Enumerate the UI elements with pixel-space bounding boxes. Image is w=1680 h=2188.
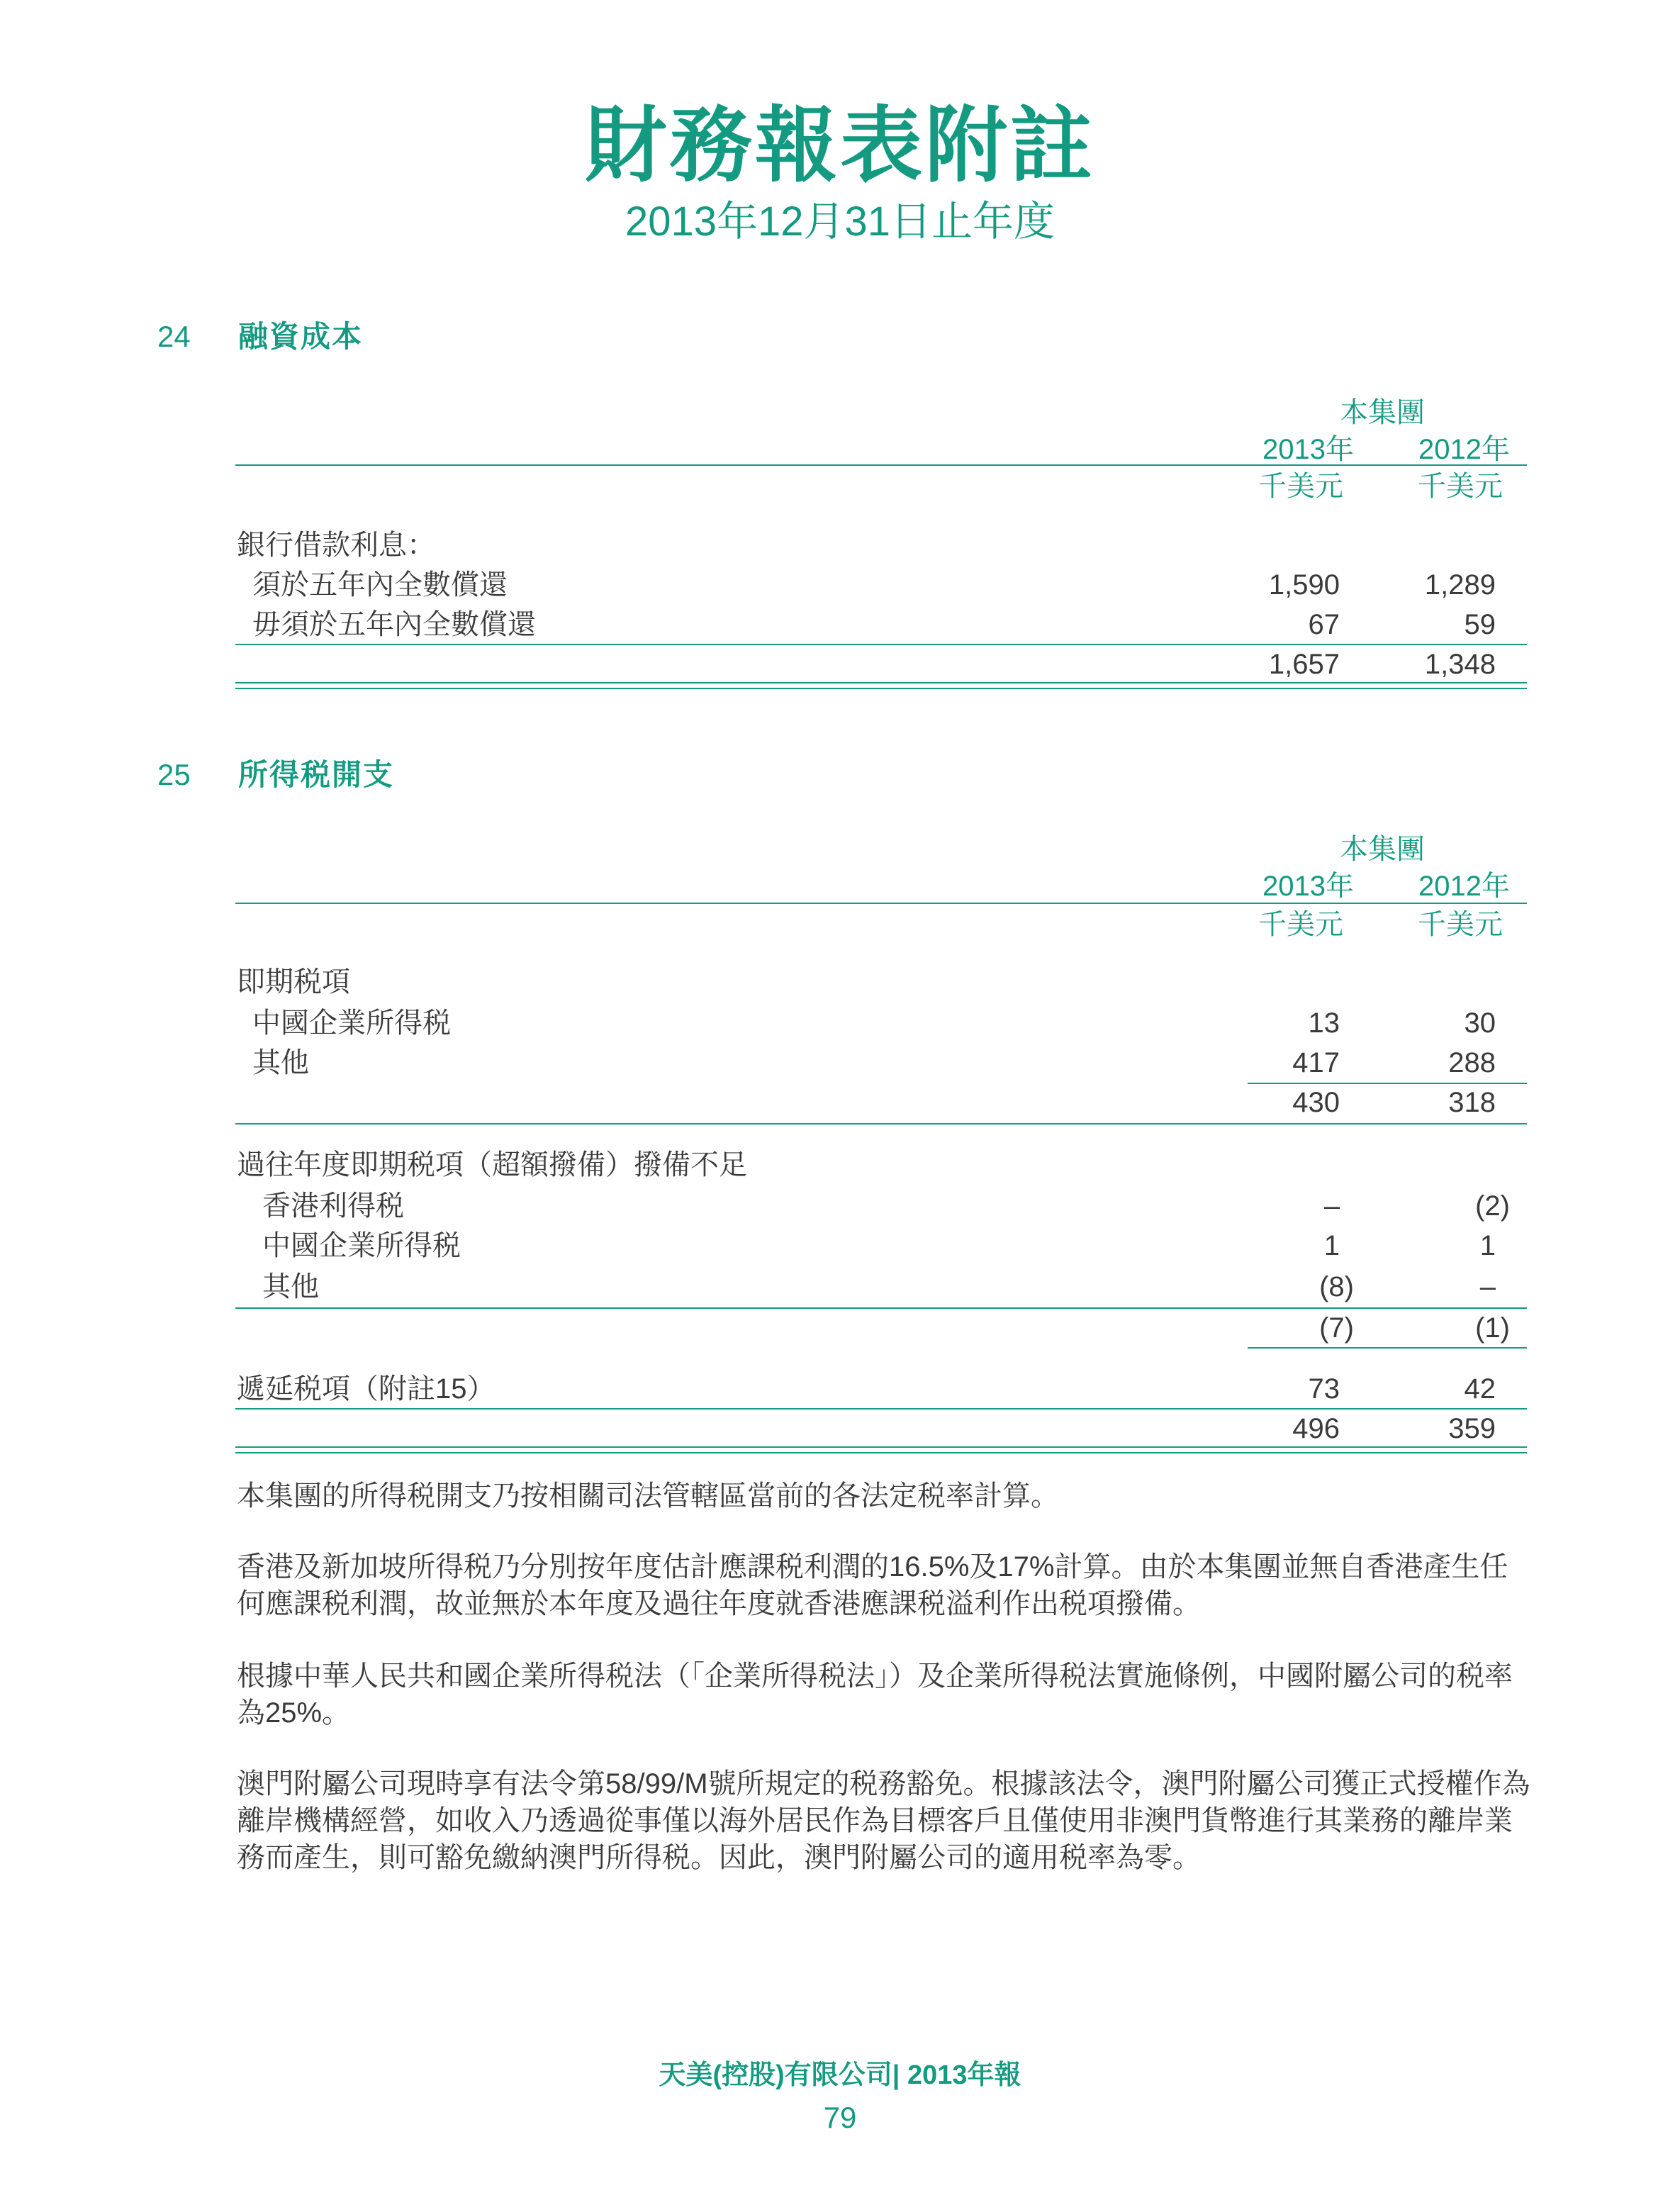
note24-value-2013: 67 xyxy=(1308,609,1340,640)
note24-value-2012: 59 xyxy=(1464,609,1496,640)
note25-grand-total-rule xyxy=(235,1446,1527,1448)
note24-year2: 2012年 xyxy=(1418,434,1510,465)
paragraph: 澳門附屬公司現時享有法令第58/99/M號所規定的税務豁免。根據該法令，澳門附屬公司獲正式授權作為離岸機構經營，如收入乃透過從事僅以海外居民作為目標客戶且僅使用非澳門貨幣進行其業務的離岸業務而產生，則可豁免繳納澳門所得税。因此，澳門附屬公司的適用税率為零。 xyxy=(237,1768,1530,1873)
note25-prior-heading: 過往年度即期税項（超額撥備）撥備不足 xyxy=(237,1149,747,1180)
note25-year1: 2013年 xyxy=(1262,871,1354,902)
note25-prior-total-rule xyxy=(1248,1347,1527,1349)
note25-deferred-2012: 42 xyxy=(1464,1373,1496,1405)
note25-value-2012: 1 xyxy=(1479,1230,1496,1261)
page-number: 79 xyxy=(823,2101,857,2134)
note25-row-label: 其他 xyxy=(262,1271,319,1302)
note24-total-2012: 1,348 xyxy=(1424,649,1496,680)
note25-value-2013: – xyxy=(1323,1190,1340,1222)
note24-title: 融資成本 xyxy=(238,320,364,353)
note25-grand-total-2012: 359 xyxy=(1448,1413,1496,1444)
note25-row-label: 中國企業所得税 xyxy=(262,1230,461,1261)
note25-grand-total-double-rule xyxy=(235,1452,1527,1453)
page-subtitle: 2013年12月31日止年度 xyxy=(625,199,1055,245)
note25-value-2012: (2) xyxy=(1475,1190,1510,1222)
paragraph: 香港及新加坡所得税乃分別按年度估計應課税利潤的16.5%及17%計算。由於本集團並無自香港產生任何應課税利潤，故並無於本年度及過往年度就香港應課税溢利作出税項撥備。 xyxy=(237,1551,1508,1619)
note25-value-2013: 417 xyxy=(1292,1047,1340,1078)
note24-total-rule xyxy=(235,682,1527,683)
footer-company: 天美(控股)有限公司| 2013年報 xyxy=(659,2060,1021,2090)
note25-value-2012: 288 xyxy=(1448,1047,1496,1078)
note25-row-label: 中國企業所得税 xyxy=(252,1008,451,1039)
note24-unit1: 千美元 xyxy=(1258,471,1343,502)
note24-unit2: 千美元 xyxy=(1418,471,1503,502)
note25-grand-total-2013: 496 xyxy=(1292,1413,1340,1444)
note25-title: 所得税開支 xyxy=(238,758,395,791)
note25-prior-total-2013: (7) xyxy=(1319,1312,1354,1344)
note24-row-label: 毋須於五年內全數償還 xyxy=(252,609,536,640)
note25-value-2012: – xyxy=(1479,1271,1496,1302)
note25-current-total-2012: 318 xyxy=(1448,1087,1496,1118)
note24-total-2013: 1,657 xyxy=(1268,649,1340,680)
note25-value-2012: 30 xyxy=(1464,1008,1496,1039)
note25-prior-total-2012: (1) xyxy=(1475,1312,1510,1344)
note25-year2: 2012年 xyxy=(1418,871,1510,902)
note25-current-heading: 即期税項 xyxy=(237,966,350,998)
note24-number: 24 xyxy=(157,320,191,353)
note25-row-label: 其他 xyxy=(252,1047,309,1078)
note25-row-label: 香港利得税 xyxy=(262,1190,404,1222)
note25-current-subtotal-rule xyxy=(1248,1083,1527,1084)
note24-row-label: 銀行借款利息： xyxy=(237,530,435,561)
note25-grand-subtotal-rule xyxy=(235,1408,1527,1410)
note24-subtotal-rule xyxy=(235,644,1527,645)
paragraph: 本集團的所得税開支乃按相關司法管轄區當前的各法定税率計算。 xyxy=(237,1480,1059,1512)
note24-value-2012: 1,289 xyxy=(1424,569,1496,601)
note24-row-label: 須於五年內全數償還 xyxy=(252,569,508,601)
note25-deferred-label: 遞延税項（附註15） xyxy=(237,1373,495,1405)
note25-current-total-2013: 430 xyxy=(1292,1087,1340,1118)
note25-number: 25 xyxy=(157,758,191,791)
note25-group-header: 本集團 xyxy=(1340,834,1425,865)
note24-total-double-rule xyxy=(235,688,1527,689)
note24-group-header: 本集團 xyxy=(1340,397,1425,428)
page-title: 財務報表附註 xyxy=(585,99,1095,191)
note25-prior-subtotal-rule xyxy=(235,1307,1527,1309)
note25-unit2: 千美元 xyxy=(1418,909,1503,940)
note25-unit1: 千美元 xyxy=(1258,909,1343,940)
note25-current-total-rule xyxy=(235,1123,1527,1124)
note25-value-2013: 1 xyxy=(1323,1230,1340,1261)
note25-value-2013: 13 xyxy=(1308,1008,1340,1039)
note25-value-2013: (8) xyxy=(1319,1271,1354,1302)
note24-value-2013: 1,590 xyxy=(1268,569,1340,601)
note25-deferred-2013: 73 xyxy=(1308,1373,1340,1405)
note24-year1: 2013年 xyxy=(1262,434,1354,465)
paragraph: 根據中華人民共和國企業所得税法（「企業所得税法」）及企業所得税法實施條例，中國附屬公司的税率為25%。 xyxy=(237,1660,1513,1729)
